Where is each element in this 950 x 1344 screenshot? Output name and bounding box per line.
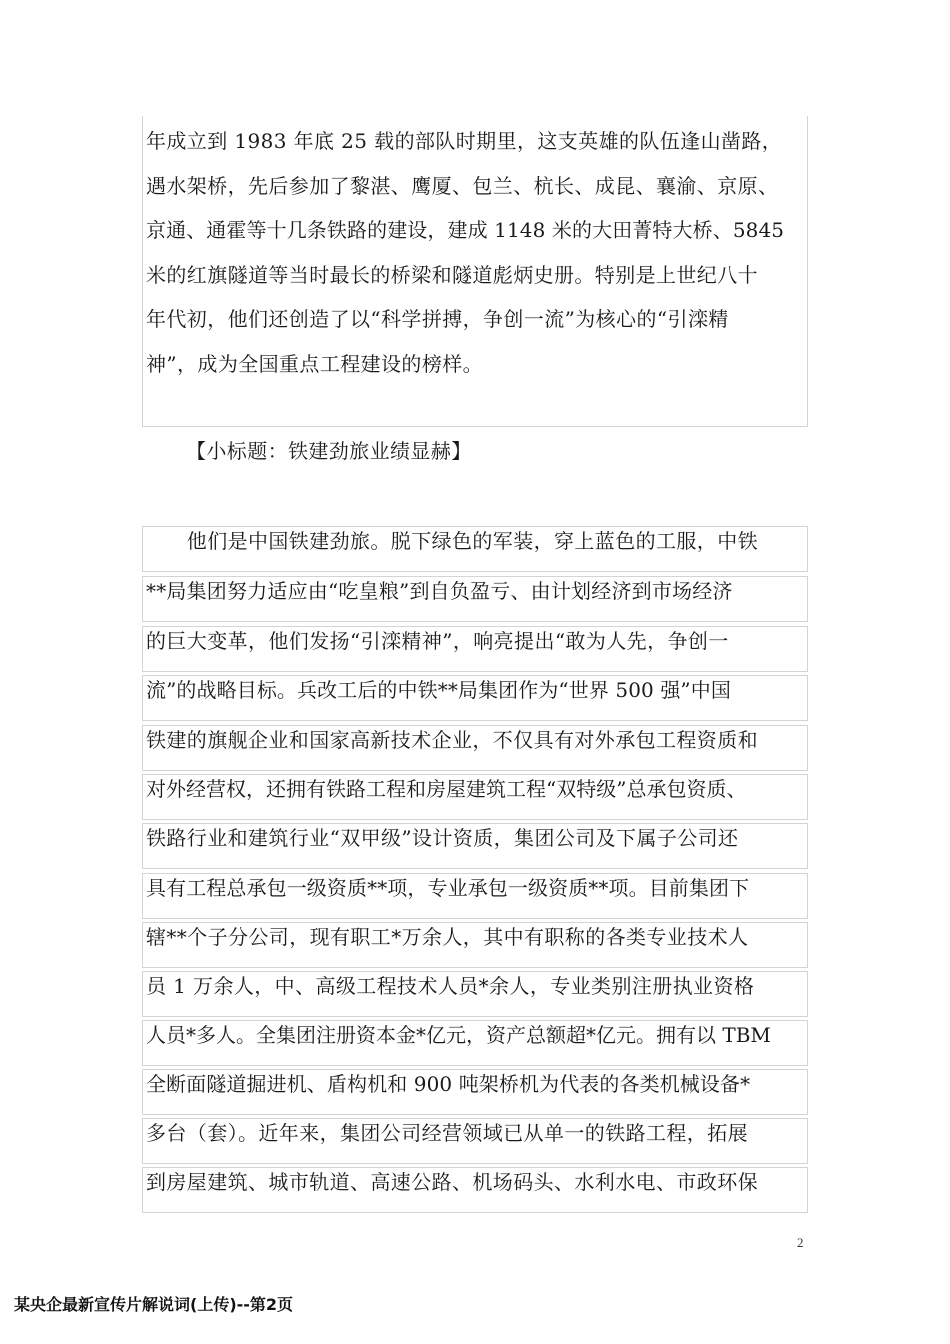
- paragraph-2-line-1: 他们是中国铁建劲旅。脱下绿色的军装，穿上蓝色的工服，中铁: [146, 529, 758, 553]
- paragraph-2-line-10: 员 1 万余人，中、高级工程技术人员*余人，专业类别注册执业资格: [146, 974, 755, 998]
- paragraph-2-line-12: 全断面隧道掘进机、盾构机和 900 吨架桥机为代表的各类机械设备*: [146, 1072, 751, 1096]
- section-subtitle: 【小标题：铁建劲旅业绩显赫】: [186, 439, 472, 463]
- paragraph-1-line-3: 京通、通霍等十几条铁路的建设，建成 1148 米的大田菁特大桥、5845: [146, 218, 785, 242]
- paragraph-2-line-2: **局集团努力适应由“吃皇粮”到自负盈亏、由计划经济到市场经济: [146, 579, 733, 603]
- paragraph-2-line-7: 铁路行业和建筑行业“双甲级”设计资质，集团公司及下属子公司还: [146, 826, 739, 850]
- paragraph-1-line-6: 神”，成为全国重点工程建设的榜样。: [146, 352, 484, 376]
- paragraph-2-line-5: 铁建的旗舰企业和国家高新技术企业，不仅具有对外承包工程资质和: [146, 728, 758, 752]
- paragraph-2-line-4: 流”的战略目标。兵改工后的中铁**局集团作为“世界 500 强”中国: [146, 678, 731, 702]
- paragraph-2-line-8: 具有工程总承包一级资质**项，专业承包一级资质**项。目前集团下: [146, 876, 750, 900]
- paragraph-2-line-14: 到房屋建筑、城市轨道、高速公路、机场码头、水利水电、市政环保: [146, 1170, 758, 1194]
- paragraph-2-line-9: 辖**个子分公司，现有职工*万余人，其中有职称的各类专业技术人: [146, 925, 749, 949]
- paragraph-2-line-3: 的巨大变革，他们发扬“引滦精神”，响亮提出“敢为人先，争创一: [146, 629, 729, 653]
- paragraph-1-line-1: 年成立到 1983 年底 25 载的部队时期里，这支英雄的队伍逢山凿路，: [146, 129, 783, 153]
- paragraph-1-line-2: 遇水架桥，先后参加了黎湛、鹰厦、包兰、杭长、成昆、襄渝、京原、: [146, 174, 779, 198]
- paragraph-2-line-6: 对外经营权，还拥有铁路工程和房屋建筑工程“双特级”总承包资质、: [146, 777, 747, 801]
- paragraph-2-line-13: 多台（套）。近年来，集团公司经营领域已从单一的铁路工程，拓展: [146, 1121, 748, 1145]
- paragraph-2-line-11: 人员*多人。全集团注册资本金*亿元，资产总额超*亿元。拥有以 TBM: [146, 1023, 771, 1047]
- paragraph-1-line-5: 年代初，他们还创造了以“科学拼搏，争创一流”为核心的“引滦精: [146, 307, 729, 331]
- page-number: 2: [797, 1235, 804, 1250]
- paragraph-1-line-4: 米的红旗隧道等当时最长的桥梁和隧道彪炳史册。特别是上世纪八十: [146, 263, 758, 287]
- document-footer-title: 某央企最新宣传片解说词(上传)--第2页: [14, 1295, 294, 1314]
